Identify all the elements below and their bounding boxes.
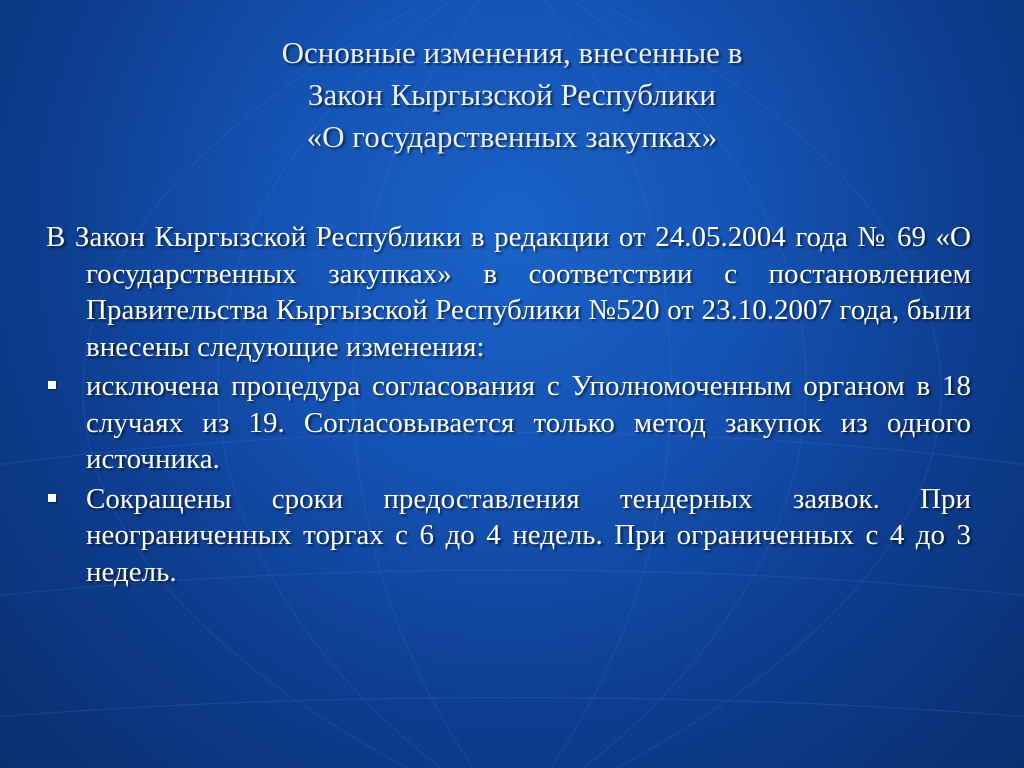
square-bullet-icon bbox=[48, 381, 56, 389]
title-line-1: Основные изменения, внесенные в bbox=[281, 35, 743, 70]
intro-paragraph: В Закон Кыргызской Республики в редакции от 24.05.2004 года № 69 «О государственных закупках» в соответствии с постановлением Правительства Кыргызской Республики №520 от 23.10.2007 года, были внесены следующие изменения: bbox=[46, 221, 971, 363]
bullet-text-2: Сокращены сроки предоставления тендерных заявок. При неограниченных торгах с 6 до 4 недель. При ограниченных с 4 до 3 недель. bbox=[86, 482, 971, 588]
bullet-item-2 bbox=[46, 481, 971, 591]
title-line-3: «О государственных закупках» bbox=[306, 119, 718, 154]
title-line-2: Закон Кыргызской Республики bbox=[307, 77, 716, 112]
bullet-item-1 bbox=[46, 368, 971, 478]
slide-body bbox=[46, 219, 971, 590]
slide-title bbox=[112, 32, 912, 158]
square-bullet-icon bbox=[48, 494, 56, 502]
bullet-text-1: исключена процедура согласования с Уполномоченным органом в 18 случаях из 19. Согласовывается только метод закупок из одного источника. bbox=[86, 370, 971, 475]
